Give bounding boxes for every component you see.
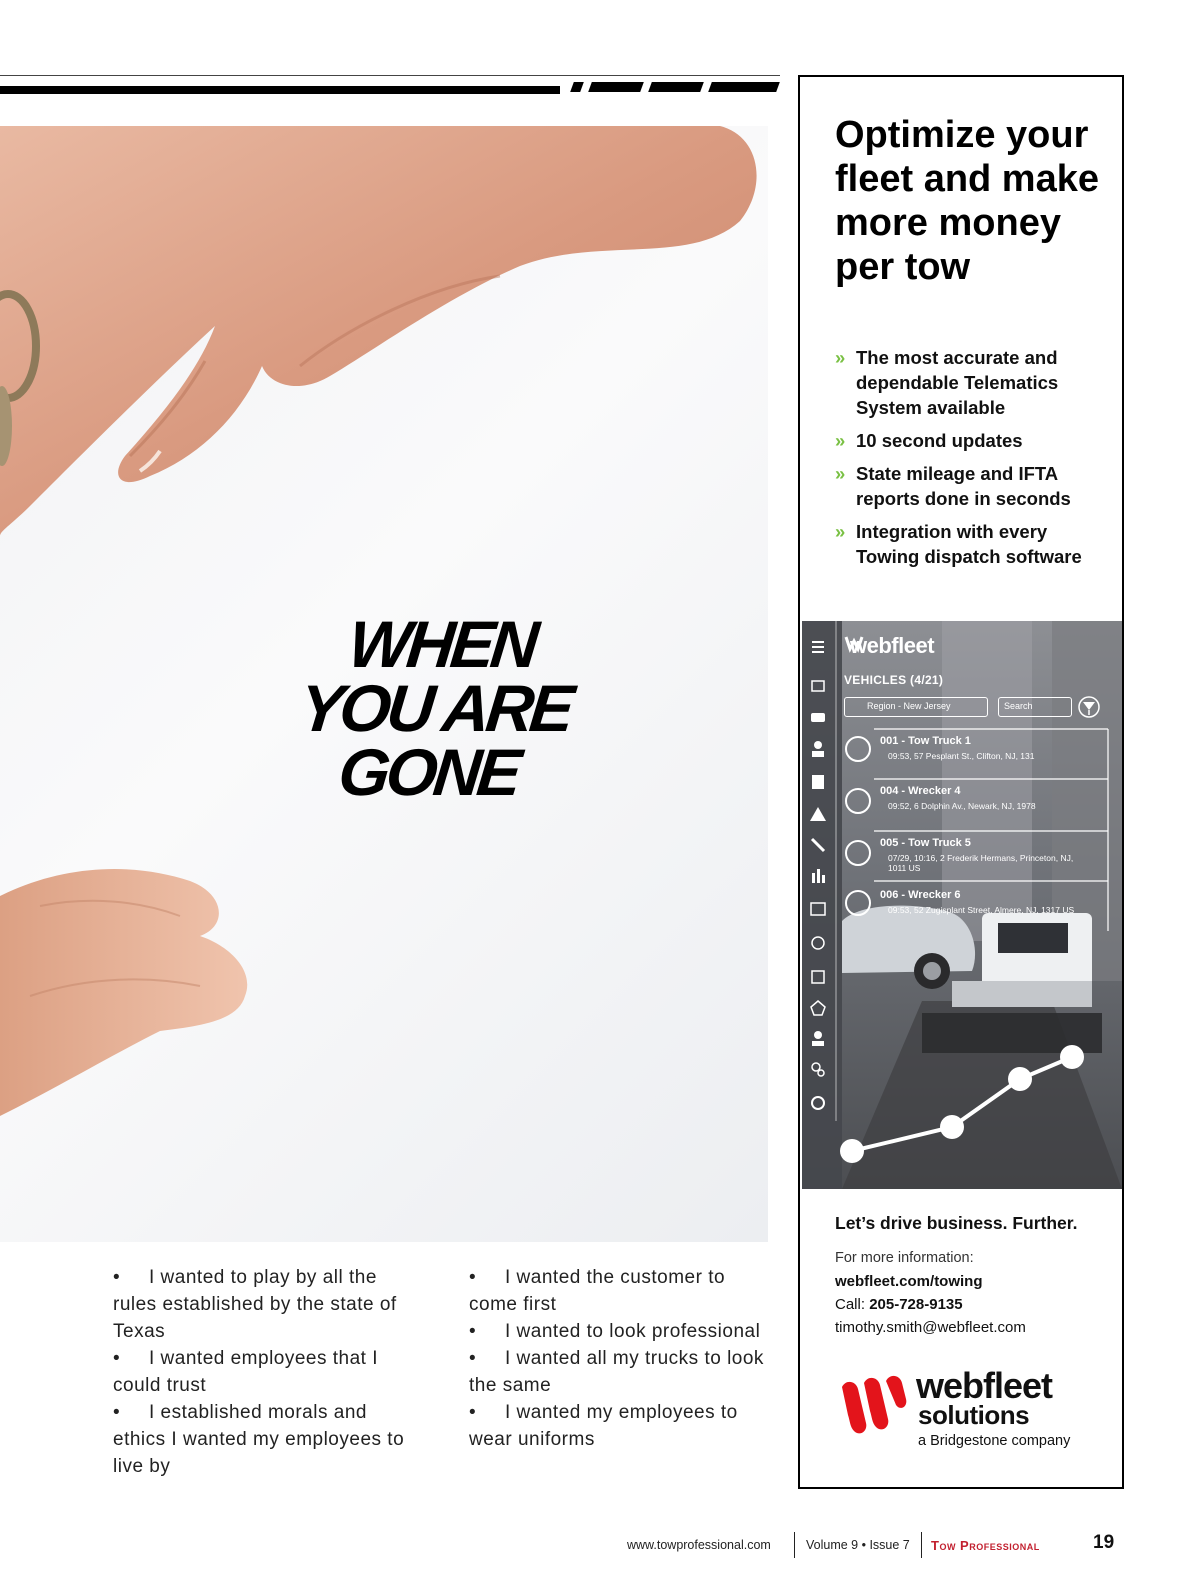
chevron-icon: »: [835, 347, 846, 368]
bullet-item: • I wanted all my trucks to look the same: [469, 1348, 764, 1396]
logo-line-1: webfleet: [916, 1365, 1053, 1406]
vehicles-title: VEHICLES (4/21): [844, 673, 944, 687]
ad-feature: » The most accurate and dependable Telematics System available: [835, 347, 1059, 418]
header-stripes: [0, 72, 780, 98]
bullets-left-column: [113, 1264, 413, 1480]
ad-feature: » 10 second updates: [835, 430, 1023, 451]
phone-number[interactable]: 205-728-9135: [869, 1296, 963, 1313]
ad-feature-list: [835, 345, 1115, 577]
vehicle-address: 09:53, 52 Zugisplant Street, Almere, NJ, 1317 US: [888, 905, 1075, 915]
chevron-icon: »: [835, 463, 846, 484]
ad-contact-info: For more information: webfleet.com/towing Call: 205-728-9135 timothy.smith@webfleet.com: [835, 1247, 1115, 1339]
vehicle-address: 09:52, 6 Dolphin Av., Newark, NJ, 1978: [888, 801, 1036, 811]
ad-feature: » State mileage and IFTA reports done in seconds: [835, 463, 1071, 509]
bullet-item: • I wanted employees that I could trust: [113, 1348, 379, 1396]
bullet-item: • I wanted the customer to come first: [469, 1267, 726, 1315]
footer-publication: Tow Professional: [931, 1538, 1040, 1553]
bullet-item: • I established morals and ethics I wanted my employees to live by: [113, 1402, 405, 1477]
webfleet-w-icon: [836, 1371, 912, 1441]
bullet-item: • I wanted to play by all the rules established by the state of Texas: [113, 1267, 397, 1342]
bullet-item: • I wanted to look professional: [469, 1321, 761, 1342]
logo-line-2: solutions: [918, 1400, 1030, 1430]
chevron-icon: »: [835, 521, 846, 542]
website-link[interactable]: webfleet.com/towing: [835, 1273, 983, 1290]
webfleet-solutions-logo: [836, 1367, 1096, 1457]
footer-divider: [921, 1532, 922, 1558]
footer-divider: [794, 1532, 795, 1558]
vehicle-name: 001 - Tow Truck 1: [880, 735, 971, 747]
ad-title: Optimize your fleet and make more money per tow: [835, 114, 1099, 288]
page-number: 19: [1093, 1532, 1115, 1553]
region-select: Region - New Jersey: [844, 697, 988, 717]
search-input: Search: [998, 697, 1072, 717]
app-brand-name: webfleet: [850, 633, 935, 658]
logo-line-3: a Bridgestone company: [918, 1433, 1071, 1449]
bullets-right-column: [469, 1264, 769, 1453]
info-label: For more information:: [835, 1250, 974, 1266]
footer-url[interactable]: www.towprofessional.com: [627, 1538, 771, 1552]
ad-feature: » Integration with every Towing dispatch software: [835, 521, 1082, 567]
article-headline: WHEN YOU ARE GONE: [295, 607, 575, 809]
vehicle-name: 006 - Wrecker 6: [880, 889, 961, 901]
ad-tagline: Let’s drive business. Further.: [835, 1213, 1078, 1233]
footer-volume: Volume 9 • Issue 7: [806, 1538, 910, 1552]
webfleet-advertisement: [798, 75, 1124, 1489]
bullet-item: • I wanted my employees to wear uniforms: [469, 1402, 738, 1450]
vehicle-name: 005 - Tow Truck 5: [880, 837, 971, 849]
vehicle-name: 004 - Wrecker 4: [880, 785, 961, 797]
vehicle-address: 07/29, 10:16, 2 Frederik Hermans, Princeton, NJ, 1011 US: [888, 853, 1074, 873]
vehicle-address: 09:53, 57 Pesplant St., Clifton, NJ, 131: [888, 751, 1035, 761]
email-link[interactable]: timothy.smith@webfleet.com: [835, 1319, 1026, 1336]
app-screenshot: [802, 621, 1122, 1189]
chevron-icon: »: [835, 430, 846, 451]
